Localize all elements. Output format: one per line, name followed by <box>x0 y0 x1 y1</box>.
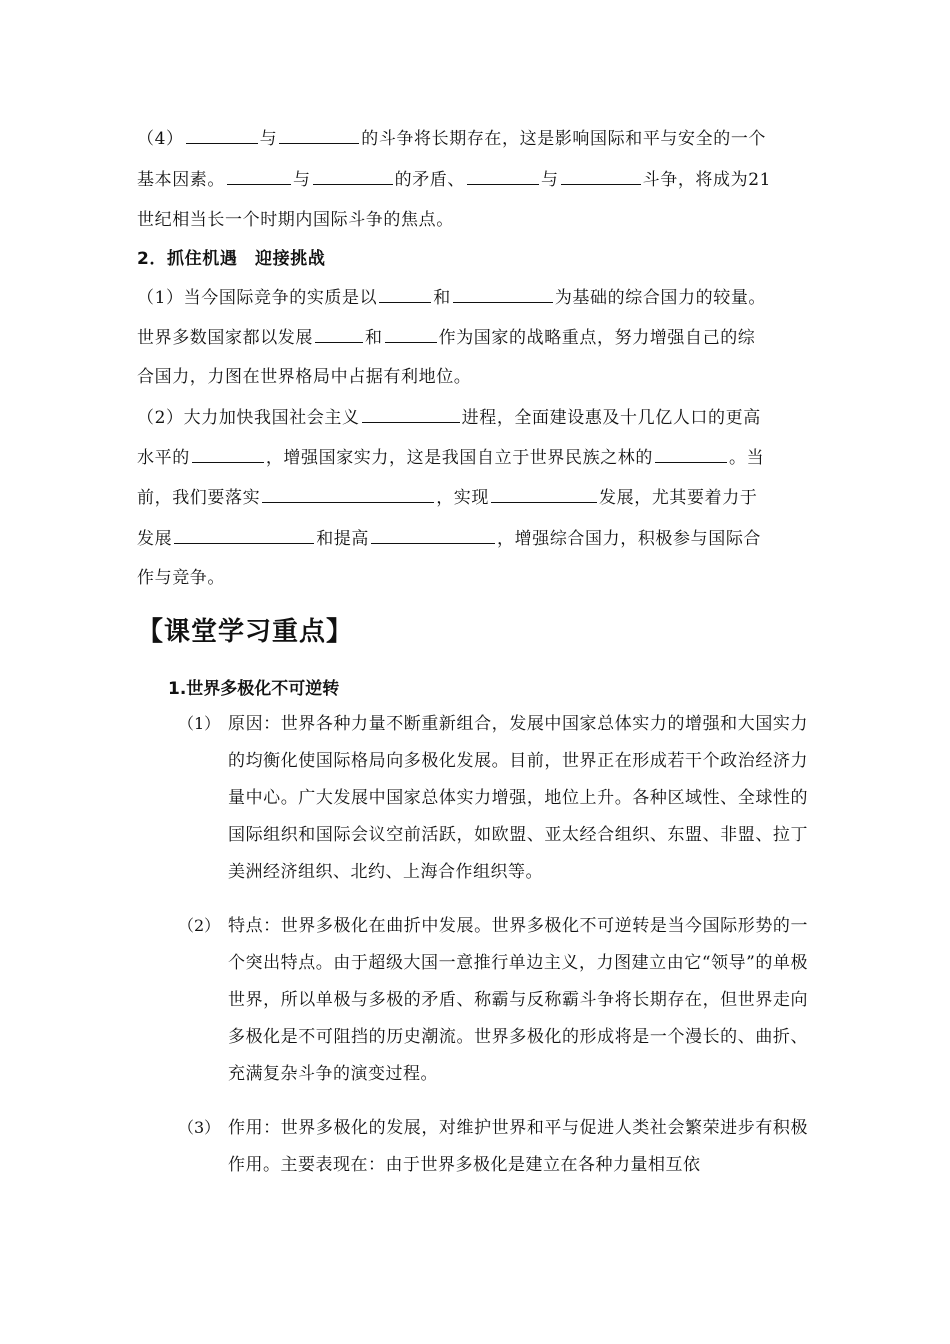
sec2-line-5 <box>137 445 764 470</box>
sec2-line-8 <box>137 566 225 590</box>
fill-blank[interactable] <box>561 167 641 185</box>
text: 世界多数国家都以发展 <box>137 328 313 348</box>
text: 世纪相当长一个时期内国际斗争的焦点。 <box>137 210 454 230</box>
fill-blank[interactable] <box>192 445 264 463</box>
fill-blank[interactable] <box>227 167 291 185</box>
text: 水平的 <box>137 448 190 468</box>
text: 作为国家的战略重点，努力增强自己的综 <box>438 328 756 348</box>
text: 和 <box>433 288 451 308</box>
item-number: （2） <box>178 916 221 935</box>
section-heading: 【课堂学习重点】 <box>137 617 354 647</box>
text: 。当 <box>729 448 765 468</box>
text: 前，我们要落实 <box>137 488 261 508</box>
fill-blank[interactable] <box>491 485 597 503</box>
sec2-line-3 <box>137 365 471 389</box>
text: 的矛盾、 <box>394 170 466 190</box>
sec2-line-7 <box>137 526 761 551</box>
item-paragraph: 原因：世界各种力量不断重新组合，发展中国家总体实力的增强和大国实力的均衡化使国际格局向多极化发展。目前，世界正在形成若干个政治经济力量中心。广大发展中国家总体实力增强，地位上升。各种区域性、全球性的国际组织和国际会议空前活跃，如欧盟、亚太经合组织、东盟、非盟、拉丁美洲经济组织、北约、上海合作组织等。 <box>228 714 808 882</box>
text: 与 <box>293 170 311 190</box>
text: （1）当今国际竞争的实质是以 <box>137 288 378 308</box>
text: 的斗争将长期存在，这是影响国际和平与安全的一个 <box>361 129 767 149</box>
sec1-line-2 <box>137 167 771 192</box>
sec2-line-6 <box>137 485 757 510</box>
fill-blank[interactable] <box>313 167 393 185</box>
sub-heading: 1.世界多极化不可逆转 <box>168 679 340 699</box>
fill-blank[interactable] <box>379 285 431 303</box>
item-number: （1） <box>178 714 221 733</box>
section-title: 2．抓住机遇 迎接挑战 <box>137 249 326 269</box>
sec2-line-4 <box>137 405 761 430</box>
fill-blank[interactable] <box>362 405 460 423</box>
fill-blank[interactable] <box>385 325 437 343</box>
fill-blank[interactable] <box>262 485 434 503</box>
text: 发展，尤其要着力于 <box>599 488 758 508</box>
text: 和 <box>365 328 383 348</box>
text: 作与竞争。 <box>137 568 225 588</box>
fill-blank[interactable] <box>279 126 359 144</box>
sec2-line-2 <box>137 325 755 350</box>
text: 与 <box>541 170 559 190</box>
text: ，实现 <box>436 488 490 508</box>
fill-blank[interactable] <box>453 285 553 303</box>
item-paragraph: 作用：世界多极化的发展，对维护世界和平与促进人类社会繁荣进步有积极作用。主要表现在：由于世界多极化是建立在各种力量相互依 <box>228 1118 808 1175</box>
text: 为基础的综合国力的较量。 <box>554 288 767 308</box>
item-number: （3） <box>178 1118 221 1137</box>
sec2-line-1 <box>137 285 766 310</box>
sec1-line-3 <box>137 208 454 232</box>
sec1-line-1 <box>137 126 766 151</box>
text: 发展 <box>137 529 173 549</box>
text: ，增强国家实力，这是我国自立于世界民族之林的 <box>265 448 654 468</box>
text: ，增强综合国力，积极参与国际合 <box>497 529 762 549</box>
fill-blank[interactable] <box>186 126 258 144</box>
text: 基本因素。 <box>137 170 225 190</box>
text: 合国力，力图在世界格局中占据有利地位。 <box>137 367 472 387</box>
fill-blank[interactable] <box>655 445 727 463</box>
fill-blank[interactable] <box>315 325 363 343</box>
text: （4） <box>137 129 184 149</box>
item-paragraph: 特点：世界多极化在曲折中发展。世界多极化不可逆转是当今国际形势的一个突出特点。由于超级大国一意推行单边主义，力图建立由它“领导”的单极世界，所以单极与多极的矛盾、称霸与反称霸斗争将长期存在，但世界走向多极化是不可阻挡的历史潮流。世界多极化的形成将是一个漫长的、曲折、充满复杂斗争的演变过程。 <box>228 916 808 1084</box>
fill-blank[interactable] <box>174 526 314 544</box>
text: 与 <box>259 129 278 149</box>
text: 进程，全面建设惠及十几亿人口的更高 <box>461 408 761 428</box>
text: （2）大力加快我国社会主义 <box>137 408 360 428</box>
text: 斗争，将成为21 <box>642 170 772 190</box>
fill-blank[interactable] <box>467 167 539 185</box>
text: 和提高 <box>316 529 370 549</box>
fill-blank[interactable] <box>371 526 495 544</box>
